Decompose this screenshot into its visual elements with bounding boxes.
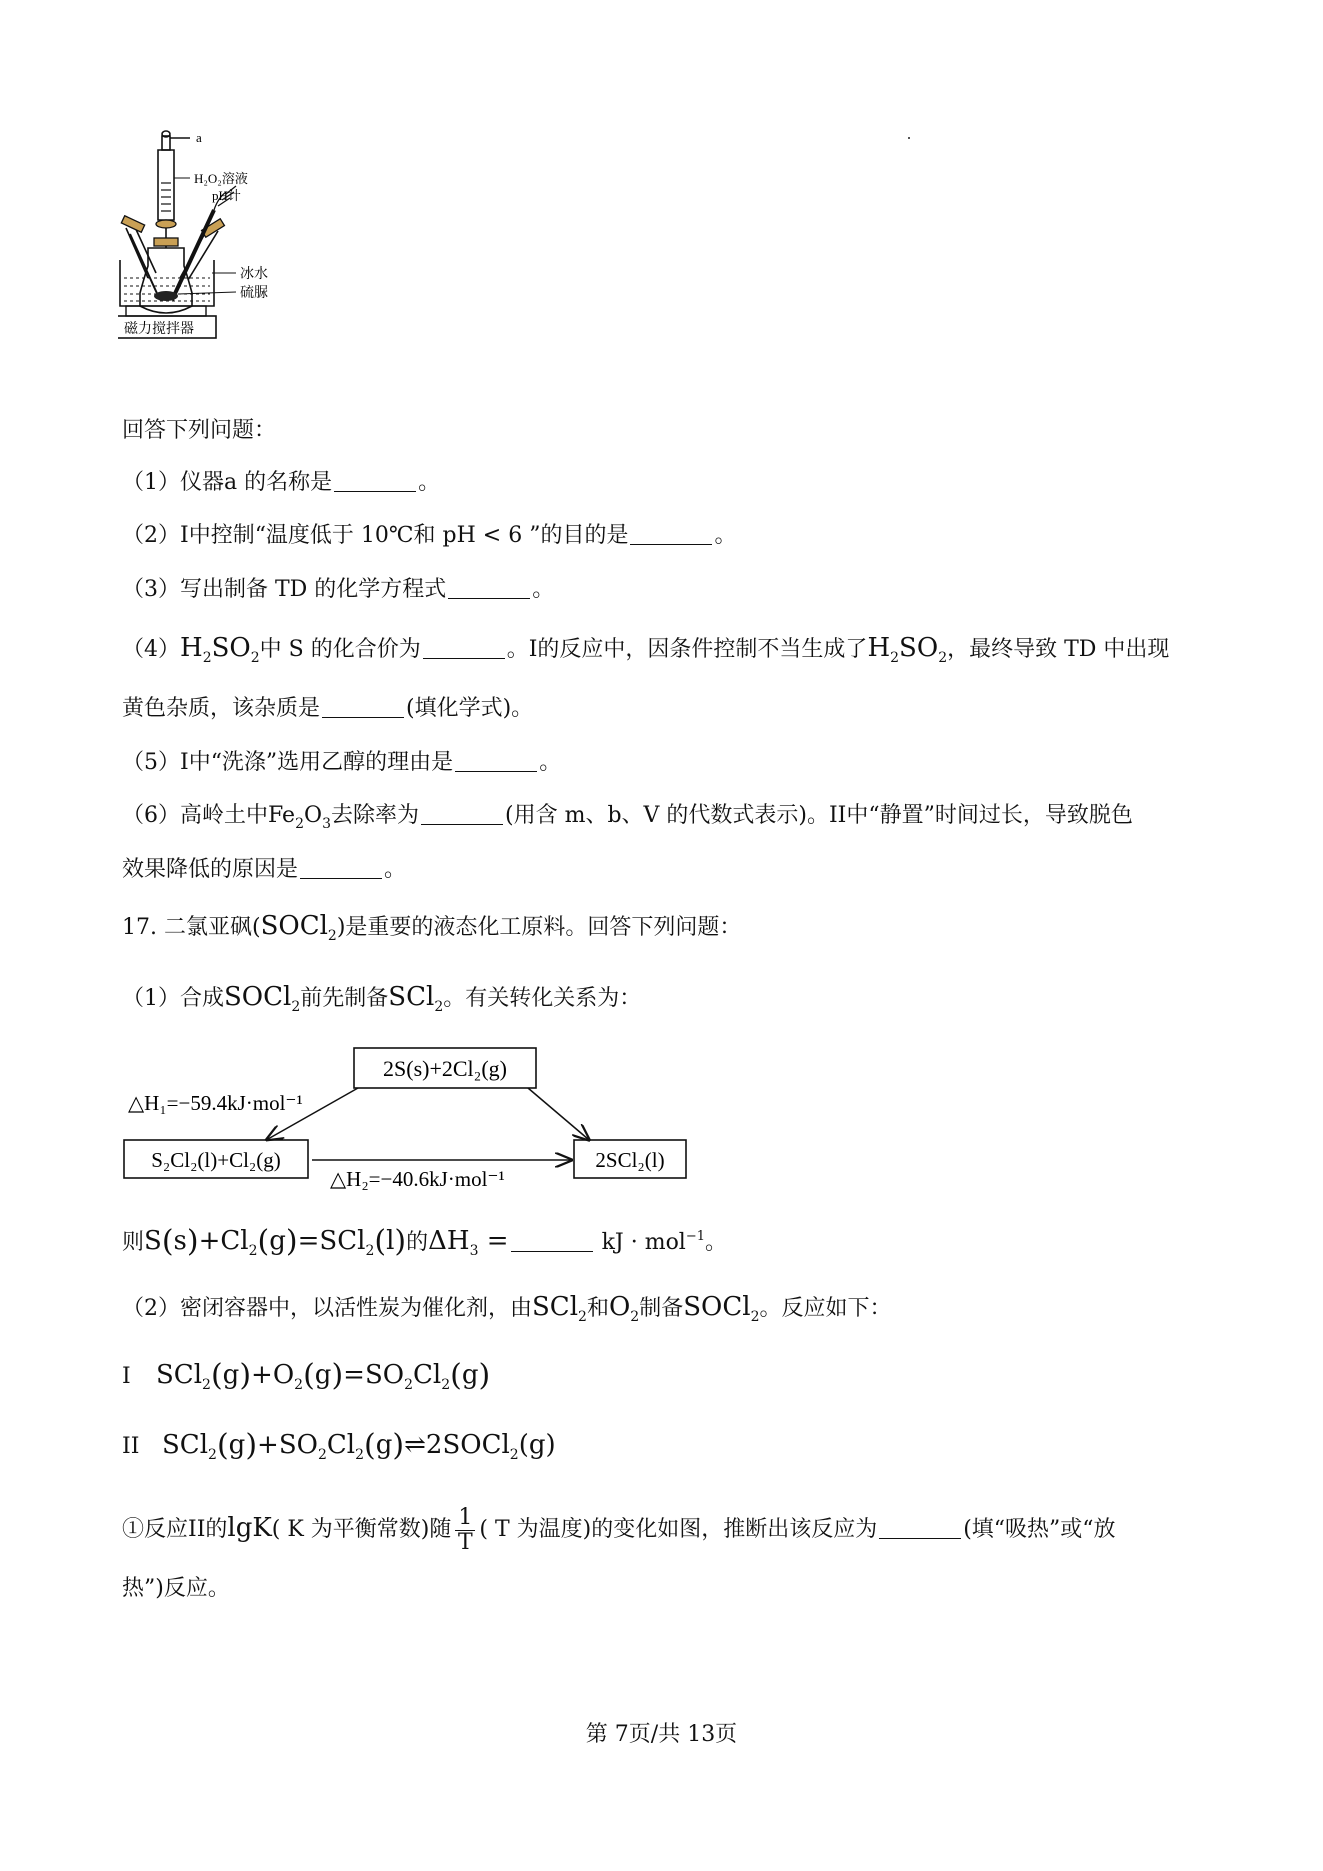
- answer-blank[interactable]: [630, 522, 712, 545]
- scan-speck: [908, 137, 910, 139]
- right-box-label: 2SCl₂(l): [595, 1148, 665, 1172]
- answer-blank[interactable]: [334, 469, 416, 492]
- label-stirrer: 磁力搅拌器: [124, 322, 194, 337]
- arrow-to-right: [528, 1088, 588, 1139]
- dh1-label: △H₁=−59.4kJ·mol⁻¹: [128, 1091, 303, 1115]
- question-17-2-1: ①反应II的lgK( K 为平衡常数)随 $\frac{1}{T}$ ( T 为温度)的变化如图，推断出该反应为 (填“吸热”或“放: [122, 1504, 1116, 1555]
- apparatus-diagram: [118, 128, 318, 398]
- liquid-dashes: [161, 183, 171, 211]
- label-ice-water: 冰水: [240, 267, 268, 282]
- answer-blank[interactable]: [511, 1229, 593, 1252]
- stopcock: [156, 220, 176, 228]
- label-h2o2: H₂O₂溶液: [194, 171, 248, 186]
- question-17-2-1-line2: 热”)反应。: [122, 1576, 230, 1601]
- answer-intro: 回答下列问题：: [122, 418, 277, 443]
- answer-blank[interactable]: [879, 1516, 961, 1539]
- top-box-label: 2S(s)+2Cl₂(g): [383, 1056, 507, 1081]
- question-1: （1）仪器a 的名称是 。: [122, 470, 441, 495]
- dh2-label: △H₂=−40.6kJ·mol⁻¹: [330, 1167, 505, 1190]
- three-neck-flask: [140, 248, 192, 313]
- question-5: （5）I中“洗涤”选用乙醇的理由是 。: [122, 750, 562, 775]
- answer-blank[interactable]: [448, 576, 530, 599]
- page-footer: 第 7页/共 13页: [585, 1722, 738, 1747]
- enthalpy-cycle-diagram: [118, 1040, 698, 1190]
- question-2: （2）I中控制“温度低于 10℃和 pH < 6 ”的目的是 。: [122, 523, 737, 548]
- label-ph-meter: pH计: [212, 188, 241, 203]
- thiourea-solid: [154, 291, 178, 301]
- answer-blank[interactable]: [322, 695, 404, 718]
- answer-blank[interactable]: [421, 802, 503, 825]
- answer-blank[interactable]: [455, 749, 537, 772]
- left-box-label: S₂Cl₂(l)+Cl₂(g): [151, 1148, 281, 1172]
- magnetic-stirrer: [126, 306, 206, 316]
- reaction-2: II $SCl_2(g)+SO_2Cl_2(g)\rightleftharpoons 2SOCl_2(g)$: [122, 1428, 556, 1463]
- question-17-1: （1）合成SOCl$_2$前先制备SCl$_2$。有关转化关系为：: [122, 982, 642, 1015]
- question-4: $(4)H_2SO_2$中 S 的化合价为 。I的反应中，因条件控制不当生成了$H_2SO_2$，最终导致 TD 中出现: [122, 633, 1170, 666]
- answer-blank[interactable]: [423, 636, 505, 659]
- question-6-line2: 效果降低的原因是 。: [122, 857, 407, 882]
- question-17-1b: 则$S(s)+Cl_2(g)=SCl_2(l)$的$\Delta H_3$ = kJ · mol$^{-1}$。: [122, 1224, 728, 1259]
- answer-blank[interactable]: [300, 856, 382, 879]
- label-a: a: [196, 130, 202, 145]
- question-3: （3）写出制备 TD 的化学方程式 。: [122, 577, 555, 602]
- question-6: （6）高岭土中$Fe_2O_3$去除率为 (用含 m、b、V 的代数式表示)。II中“静置”时间过长，导致脱色: [122, 803, 1133, 832]
- question-4-line2: 黄色杂质，该杂质是 (填化学式)。: [122, 696, 534, 721]
- question-17: 17. 二氯亚砜(SOCl$_2$)是重要的液态化工原料。回答下列问题：: [122, 911, 742, 944]
- question-17-2: （2）密闭容器中，以活性炭为催化剂，由SCl$_2$和$O_2$制备SOCl$_2$。反应如下：: [122, 1292, 892, 1325]
- reaction-1: I $SCl_2(g)+O_2(g)=SO_2Cl_2(g)$: [122, 1358, 491, 1393]
- label-thiourea: 硫脲: [240, 286, 268, 301]
